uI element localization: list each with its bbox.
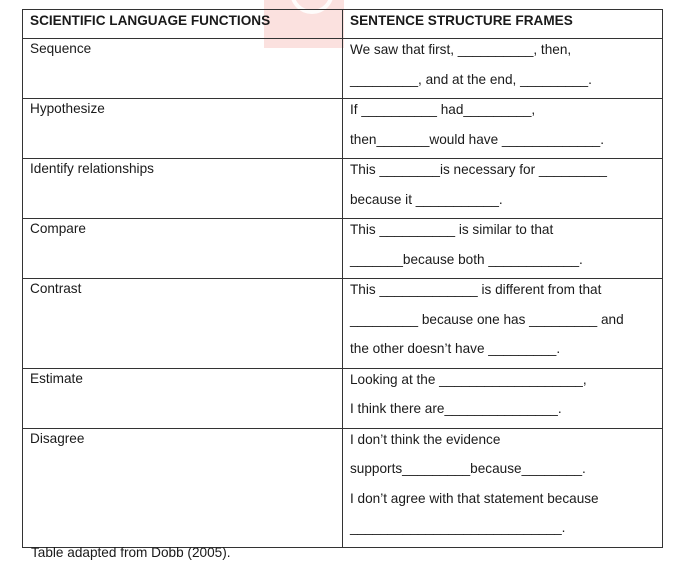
- frame-line: I don’t think the evidence: [350, 431, 501, 447]
- table-header-row: [23, 10, 663, 39]
- table-row: [23, 428, 663, 547]
- frames-cell-disagree: [343, 428, 663, 547]
- frame-line: because it ___________.: [350, 191, 503, 207]
- frame-line: _______because both ____________.: [350, 251, 583, 267]
- frame-line: I think there are_______________.: [350, 401, 562, 416]
- language-frames-table: [22, 9, 663, 548]
- table-row: [23, 159, 663, 219]
- table-row: [23, 279, 663, 369]
- frame-line: ____________________________.: [350, 520, 566, 535]
- function-cell-hypothesize: Hypothesize: [23, 99, 343, 159]
- table-caption: Table adapted from Dobb (2005).: [31, 545, 231, 560]
- function-cell-disagree: Disagree: [23, 428, 343, 547]
- frame-line: This ________is necessary for _________: [350, 162, 607, 177]
- header-frames: SENTENCE STRUCTURE FRAMES: [343, 10, 663, 39]
- frame-line: This _____________ is different from that: [350, 282, 602, 297]
- table-row: [23, 368, 663, 428]
- function-cell-compare: Compare: [23, 219, 343, 279]
- frames-cell-estimate: [343, 368, 663, 428]
- header-functions: SCIENTIFIC LANGUAGE FUNCTIONS: [23, 10, 343, 39]
- frame-line: I don’t agree with that statement because: [350, 490, 599, 506]
- frames-cell-contrast: [343, 279, 663, 369]
- frames-cell-hypothesize: [343, 99, 663, 159]
- table-row: [23, 39, 663, 99]
- frame-line: supports_________because________.: [350, 461, 586, 476]
- frames-cell-compare: [343, 219, 663, 279]
- function-cell-identify-relationships: Identify relationships: [23, 159, 343, 219]
- frame-line: then_______would have _____________.: [350, 131, 604, 147]
- frame-line: If __________ had_________,: [350, 102, 536, 117]
- table-row: [23, 219, 663, 279]
- frames-cell-sequence: [343, 39, 663, 99]
- frame-line: _________, and at the end, _________.: [350, 71, 592, 87]
- table-row: [23, 99, 663, 159]
- frame-line: _________ because one has _________ and: [350, 311, 624, 327]
- frame-line: This __________ is similar to that: [350, 222, 554, 237]
- function-cell-estimate: Estimate: [23, 368, 343, 428]
- function-cell-sequence: Sequence: [23, 39, 343, 99]
- frame-line: Looking at the ___________________,: [350, 371, 587, 387]
- frames-cell-identify-relationships: [343, 159, 663, 219]
- function-cell-contrast: Contrast: [23, 279, 343, 369]
- frame-line: the other doesn’t have _________.: [350, 341, 561, 356]
- frame-line: We saw that first, __________, then,: [350, 42, 572, 57]
